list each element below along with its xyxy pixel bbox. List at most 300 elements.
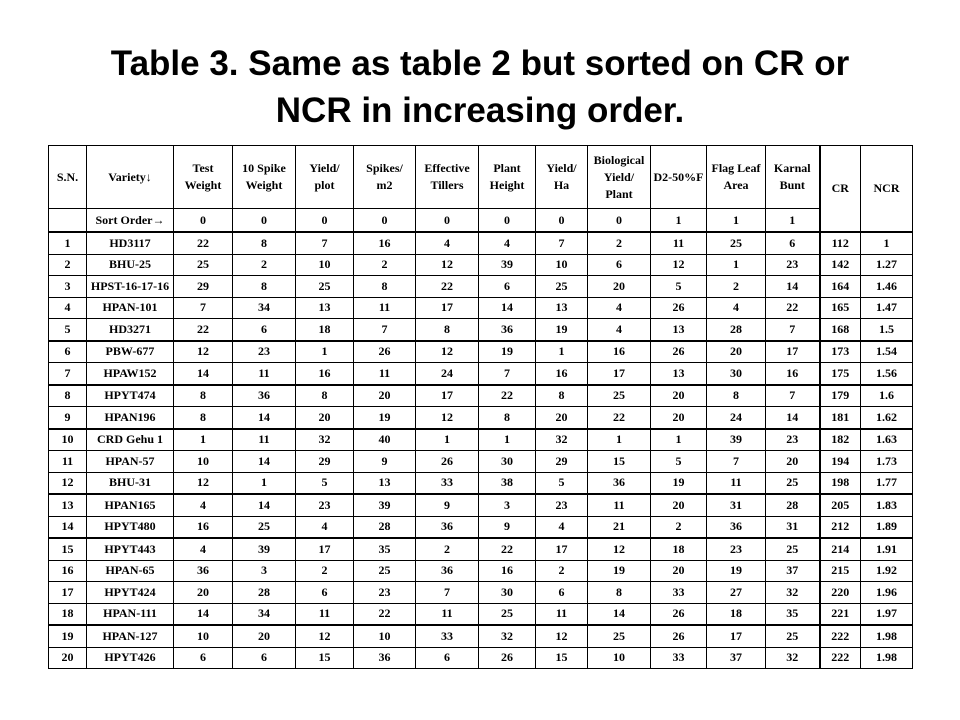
cell-flag-leaf-area: 18: [707, 603, 766, 625]
cell-variety: HPYT424: [87, 582, 174, 604]
cell-flag-leaf-area: 25: [707, 232, 766, 254]
cell-variety: HPYT426: [87, 647, 174, 669]
cell-d2-50f: 12: [651, 254, 707, 276]
cell-cr: 222: [820, 647, 861, 669]
cell-cr: 182: [820, 429, 861, 451]
cell-effective-tillers: 22: [416, 276, 479, 298]
cell-10-spike-weight: 8: [233, 276, 296, 298]
cell-variety: PBW-677: [87, 341, 174, 363]
cell-plant-height: 16: [479, 560, 536, 582]
cell-test-weight: 8: [174, 385, 233, 407]
cell-yield-ha: 20: [536, 407, 588, 429]
cell-biological-yield-plant: 15: [588, 451, 651, 473]
cell-test-weight: 14: [174, 603, 233, 625]
cell-karnal-bunt: 23: [766, 429, 820, 451]
cell-yield-ha: 7: [536, 232, 588, 254]
cell-variety: HPAN-65: [87, 560, 174, 582]
cell-cr: 142: [820, 254, 861, 276]
cell-d2-50f: 19: [651, 472, 707, 494]
cell-sn: 11: [49, 451, 87, 473]
cell-d2-50f: 18: [651, 538, 707, 560]
cell-d2-50f: 26: [651, 603, 707, 625]
cell-flag-leaf-area: 39: [707, 429, 766, 451]
cell-spikes-m2: 7: [354, 319, 416, 341]
cell-10-spike-weight: 14: [233, 494, 296, 516]
cell-spikes-m2: 13: [354, 472, 416, 494]
cell-d2-50f: 13: [651, 363, 707, 385]
cell-plant-height: 3: [479, 494, 536, 516]
cell-flag-leaf-area: 37: [707, 647, 766, 669]
cell-d2-50f: 26: [651, 625, 707, 647]
cell-sn: 17: [49, 582, 87, 604]
cell-10-spike-weight: 8: [233, 232, 296, 254]
cell-d2-50f: 33: [651, 647, 707, 669]
cell-10-spike-weight: 25: [233, 516, 296, 538]
cell-effective-tillers: 17: [416, 297, 479, 319]
cell-flag-leaf-area: 8: [707, 385, 766, 407]
header-yield-plot: Yield/ plot: [296, 146, 354, 209]
cell-flag-leaf-area: 17: [707, 625, 766, 647]
sort-order-cell: 1: [707, 209, 766, 233]
sorted-results-table: [48, 145, 913, 669]
table-row: [49, 516, 913, 538]
header-10-spike-weight: 10 Spike Weight: [233, 146, 296, 209]
table-row: [49, 451, 913, 473]
cell-flag-leaf-area: 4: [707, 297, 766, 319]
cell-spikes-m2: 16: [354, 232, 416, 254]
cell-yield-plot: 1: [296, 341, 354, 363]
cell-yield-ha: 10: [536, 254, 588, 276]
table-row: [49, 582, 913, 604]
cell-biological-yield-plant: 10: [588, 647, 651, 669]
cell-spikes-m2: 35: [354, 538, 416, 560]
cell-biological-yield-plant: 8: [588, 582, 651, 604]
cell-ncr: 1.92: [861, 560, 913, 582]
cell-10-spike-weight: 1: [233, 472, 296, 494]
cell-variety: BHU-31: [87, 472, 174, 494]
cell-yield-ha: 8: [536, 385, 588, 407]
cell-d2-50f: 20: [651, 385, 707, 407]
cell-biological-yield-plant: 14: [588, 603, 651, 625]
cell-yield-plot: 2: [296, 560, 354, 582]
cell-plant-height: 22: [479, 538, 536, 560]
cell-karnal-bunt: 25: [766, 472, 820, 494]
header-flag-leaf-area: Flag Leaf Area: [707, 146, 766, 209]
cell-spikes-m2: 22: [354, 603, 416, 625]
cell-yield-plot: 32: [296, 429, 354, 451]
cell-ncr: 1.89: [861, 516, 913, 538]
cell-spikes-m2: 8: [354, 276, 416, 298]
cell-plant-height: 26: [479, 647, 536, 669]
cell-karnal-bunt: 25: [766, 538, 820, 560]
cell-biological-yield-plant: 6: [588, 254, 651, 276]
cell-effective-tillers: 33: [416, 625, 479, 647]
cell-yield-ha: 4: [536, 516, 588, 538]
table-row: [49, 472, 913, 494]
cell-flag-leaf-area: 23: [707, 538, 766, 560]
cell-yield-plot: 13: [296, 297, 354, 319]
cell-cr: 221: [820, 603, 861, 625]
sort-order-cell: 0: [536, 209, 588, 233]
cell-yield-plot: 4: [296, 516, 354, 538]
cell-ncr: 1.97: [861, 603, 913, 625]
cell-variety: HPAN-127: [87, 625, 174, 647]
cell-d2-50f: 5: [651, 276, 707, 298]
cell-test-weight: 6: [174, 647, 233, 669]
cell-ncr: 1.77: [861, 472, 913, 494]
cell-biological-yield-plant: 36: [588, 472, 651, 494]
cell-yield-ha: 19: [536, 319, 588, 341]
cell-test-weight: 20: [174, 582, 233, 604]
cell-spikes-m2: 19: [354, 407, 416, 429]
cell-variety: HPAN165: [87, 494, 174, 516]
cell-d2-50f: 2: [651, 516, 707, 538]
cell-biological-yield-plant: 4: [588, 319, 651, 341]
cell-effective-tillers: 24: [416, 363, 479, 385]
cell-test-weight: 36: [174, 560, 233, 582]
sort-order-cell: 0: [416, 209, 479, 233]
cell-plant-height: 14: [479, 297, 536, 319]
cell-test-weight: 8: [174, 407, 233, 429]
cell-biological-yield-plant: 17: [588, 363, 651, 385]
sort-order-cell: 0: [479, 209, 536, 233]
cell-cr: 173: [820, 341, 861, 363]
cell-10-spike-weight: 14: [233, 407, 296, 429]
table-row: [49, 341, 913, 363]
cell-karnal-bunt: 14: [766, 407, 820, 429]
cell-variety: HPAN196: [87, 407, 174, 429]
cell-plant-height: 30: [479, 582, 536, 604]
cell-yield-plot: 12: [296, 625, 354, 647]
cell-sn: 2: [49, 254, 87, 276]
cell-plant-height: 36: [479, 319, 536, 341]
cell-yield-plot: 6: [296, 582, 354, 604]
cell-effective-tillers: 7: [416, 582, 479, 604]
cell-cr: 215: [820, 560, 861, 582]
cell-10-spike-weight: 6: [233, 647, 296, 669]
cell-plant-height: 30: [479, 451, 536, 473]
table-row: [49, 232, 913, 254]
cell-yield-plot: 25: [296, 276, 354, 298]
cell-yield-plot: 10: [296, 254, 354, 276]
cell-variety: HPAN-101: [87, 297, 174, 319]
cell-yield-ha: 2: [536, 560, 588, 582]
cell-spikes-m2: 23: [354, 582, 416, 604]
cell-test-weight: 22: [174, 232, 233, 254]
cell-test-weight: 25: [174, 254, 233, 276]
cell-cr: 214: [820, 538, 861, 560]
cell-d2-50f: 11: [651, 232, 707, 254]
header-spikes-m2: Spikes/ m2: [354, 146, 416, 209]
cell-d2-50f: 13: [651, 319, 707, 341]
cell-spikes-m2: 2: [354, 254, 416, 276]
table-row: [49, 385, 913, 407]
sort-order-row: [49, 209, 913, 233]
cell-test-weight: 29: [174, 276, 233, 298]
cell-test-weight: 7: [174, 297, 233, 319]
table-row: [49, 407, 913, 429]
table-row: [49, 319, 913, 341]
cell-karnal-bunt: 17: [766, 341, 820, 363]
cell-d2-50f: 20: [651, 560, 707, 582]
table-row: [49, 603, 913, 625]
title-line-2: NCR in increasing order.: [275, 91, 685, 130]
cell-d2-50f: 20: [651, 407, 707, 429]
cell-plant-height: 19: [479, 341, 536, 363]
cell-biological-yield-plant: 21: [588, 516, 651, 538]
sort-order-cell: 0: [233, 209, 296, 233]
cell-biological-yield-plant: 11: [588, 494, 651, 516]
cell-plant-height: 32: [479, 625, 536, 647]
cell-yield-plot: 18: [296, 319, 354, 341]
cell-karnal-bunt: 32: [766, 582, 820, 604]
cell-cr: 212: [820, 516, 861, 538]
cell-flag-leaf-area: 31: [707, 494, 766, 516]
cell-karnal-bunt: 7: [766, 319, 820, 341]
cell-biological-yield-plant: 1: [588, 429, 651, 451]
cell-plant-height: 7: [479, 363, 536, 385]
header-karnal-bunt: Karnal Bunt: [766, 146, 820, 209]
cell-plant-height: 25: [479, 603, 536, 625]
cell-test-weight: 10: [174, 625, 233, 647]
cell-spikes-m2: 25: [354, 560, 416, 582]
cell-biological-yield-plant: 4: [588, 297, 651, 319]
header-biological-yield-plant: Biological Yield/ Plant: [588, 146, 651, 209]
cell-yield-ha: 13: [536, 297, 588, 319]
cell-10-spike-weight: 3: [233, 560, 296, 582]
cell-karnal-bunt: 14: [766, 276, 820, 298]
cell-flag-leaf-area: 2: [707, 276, 766, 298]
cell-test-weight: 22: [174, 319, 233, 341]
cell-effective-tillers: 6: [416, 647, 479, 669]
cell-test-weight: 4: [174, 538, 233, 560]
cell-karnal-bunt: 35: [766, 603, 820, 625]
cell-sn: 9: [49, 407, 87, 429]
cell-biological-yield-plant: 22: [588, 407, 651, 429]
cell-sn: 15: [49, 538, 87, 560]
cell-variety: HPYT443: [87, 538, 174, 560]
cell-plant-height: 39: [479, 254, 536, 276]
cell-flag-leaf-area: 7: [707, 451, 766, 473]
cell-yield-ha: 16: [536, 363, 588, 385]
cell-karnal-bunt: 37: [766, 560, 820, 582]
cell-spikes-m2: 26: [354, 341, 416, 363]
cell-yield-ha: 6: [536, 582, 588, 604]
cell-test-weight: 14: [174, 363, 233, 385]
cell-test-weight: 10: [174, 451, 233, 473]
cell-karnal-bunt: 6: [766, 232, 820, 254]
cell-sn: 19: [49, 625, 87, 647]
cell-d2-50f: 20: [651, 494, 707, 516]
cell-variety: HPAN-111: [87, 603, 174, 625]
cell-sn: 12: [49, 472, 87, 494]
cell-yield-ha: 12: [536, 625, 588, 647]
cell-yield-plot: 5: [296, 472, 354, 494]
table-row: [49, 560, 913, 582]
cell-plant-height: 1: [479, 429, 536, 451]
cell-effective-tillers: 17: [416, 385, 479, 407]
sort-order-cell: 1: [651, 209, 707, 233]
cell-biological-yield-plant: 19: [588, 560, 651, 582]
cell-yield-ha: 25: [536, 276, 588, 298]
cell-spikes-m2: 11: [354, 363, 416, 385]
cell-karnal-bunt: 25: [766, 625, 820, 647]
cell-karnal-bunt: 32: [766, 647, 820, 669]
cell-flag-leaf-area: 36: [707, 516, 766, 538]
cell-plant-height: 22: [479, 385, 536, 407]
cell-effective-tillers: 2: [416, 538, 479, 560]
slide-title: [0, 40, 960, 134]
cell-effective-tillers: 12: [416, 254, 479, 276]
cell-effective-tillers: 9: [416, 494, 479, 516]
sort-order-cell: 0: [296, 209, 354, 233]
cell-ncr: 1.47: [861, 297, 913, 319]
cell-sn: 20: [49, 647, 87, 669]
cell-effective-tillers: 4: [416, 232, 479, 254]
cell-yield-plot: 29: [296, 451, 354, 473]
cell-ncr: 1.6: [861, 385, 913, 407]
cell-ncr: 1.62: [861, 407, 913, 429]
cell-variety: HPAN-57: [87, 451, 174, 473]
table-row: [49, 625, 913, 647]
cell-effective-tillers: 36: [416, 516, 479, 538]
cell-cr: 164: [820, 276, 861, 298]
cell-effective-tillers: 26: [416, 451, 479, 473]
header-test-weight: Test Weight: [174, 146, 233, 209]
cell-10-spike-weight: 6: [233, 319, 296, 341]
cell-sn: 7: [49, 363, 87, 385]
cell-sn: 14: [49, 516, 87, 538]
cell-karnal-bunt: 16: [766, 363, 820, 385]
table-body: [49, 232, 913, 669]
cell-test-weight: 12: [174, 472, 233, 494]
cell-yield-plot: 8: [296, 385, 354, 407]
cell-plant-height: 4: [479, 232, 536, 254]
cell-sn: 3: [49, 276, 87, 298]
cell-spikes-m2: 36: [354, 647, 416, 669]
cell-yield-plot: 17: [296, 538, 354, 560]
cell-spikes-m2: 39: [354, 494, 416, 516]
cell-variety: HD3117: [87, 232, 174, 254]
sort-order-cell: 0: [174, 209, 233, 233]
cell-plant-height: 6: [479, 276, 536, 298]
cell-cr: 194: [820, 451, 861, 473]
cell-cr: 112: [820, 232, 861, 254]
cell-flag-leaf-area: 27: [707, 582, 766, 604]
cell-biological-yield-plant: 2: [588, 232, 651, 254]
cell-test-weight: 4: [174, 494, 233, 516]
cell-yield-plot: 16: [296, 363, 354, 385]
cell-sn: 1: [49, 232, 87, 254]
cell-variety: HPYT480: [87, 516, 174, 538]
cell-biological-yield-plant: 25: [588, 385, 651, 407]
cell-flag-leaf-area: 20: [707, 341, 766, 363]
cell-cr: 198: [820, 472, 861, 494]
cell-10-spike-weight: 39: [233, 538, 296, 560]
cell-sn: 8: [49, 385, 87, 407]
cell-karnal-bunt: 7: [766, 385, 820, 407]
cell-cr: 168: [820, 319, 861, 341]
cell-biological-yield-plant: 25: [588, 625, 651, 647]
cell-karnal-bunt: 22: [766, 297, 820, 319]
header-sn: S.N.: [49, 146, 87, 209]
sort-order-cell: 0: [354, 209, 416, 233]
cell-effective-tillers: 8: [416, 319, 479, 341]
header-effective-tillers: Effective Tillers: [416, 146, 479, 209]
cell-yield-ha: 23: [536, 494, 588, 516]
cell-sn: 16: [49, 560, 87, 582]
cell-karnal-bunt: 20: [766, 451, 820, 473]
cell-biological-yield-plant: 16: [588, 341, 651, 363]
cell-yield-plot: 7: [296, 232, 354, 254]
cell-ncr: 1.56: [861, 363, 913, 385]
cell-flag-leaf-area: 1: [707, 254, 766, 276]
cell-spikes-m2: 11: [354, 297, 416, 319]
cell-biological-yield-plant: 20: [588, 276, 651, 298]
cell-variety: HPST-16-17-16: [87, 276, 174, 298]
cell-10-spike-weight: 36: [233, 385, 296, 407]
cell-d2-50f: 5: [651, 451, 707, 473]
cell-10-spike-weight: 34: [233, 297, 296, 319]
table-row: [49, 254, 913, 276]
cell-test-weight: 12: [174, 341, 233, 363]
cell-ncr: 1.91: [861, 538, 913, 560]
cell-plant-height: 38: [479, 472, 536, 494]
header-cr: CR: [820, 146, 861, 233]
table-row: [49, 494, 913, 516]
cell-variety: BHU-25: [87, 254, 174, 276]
header-ncr: NCR: [861, 146, 913, 233]
cell-effective-tillers: 11: [416, 603, 479, 625]
cell-sn: 13: [49, 494, 87, 516]
cell-variety: HPYT474: [87, 385, 174, 407]
cell-ncr: 1.27: [861, 254, 913, 276]
cell-ncr: 1.46: [861, 276, 913, 298]
cell-cr: 175: [820, 363, 861, 385]
cell-cr: 179: [820, 385, 861, 407]
cell-variety: HD3271: [87, 319, 174, 341]
cell-spikes-m2: 40: [354, 429, 416, 451]
cell-10-spike-weight: 20: [233, 625, 296, 647]
cell-yield-ha: 5: [536, 472, 588, 494]
cell-effective-tillers: 12: [416, 341, 479, 363]
table-row: [49, 647, 913, 669]
cell-effective-tillers: 33: [416, 472, 479, 494]
cell-sn: 4: [49, 297, 87, 319]
cell-10-spike-weight: 14: [233, 451, 296, 473]
cell-sn: 6: [49, 341, 87, 363]
cell-test-weight: 16: [174, 516, 233, 538]
cell-d2-50f: 33: [651, 582, 707, 604]
table-row: [49, 276, 913, 298]
cell-plant-height: 9: [479, 516, 536, 538]
cell-ncr: 1: [861, 232, 913, 254]
cell-sn: 18: [49, 603, 87, 625]
header-variety: Variety↓: [87, 146, 174, 209]
table-row: [49, 538, 913, 560]
cell-flag-leaf-area: 30: [707, 363, 766, 385]
cell-10-spike-weight: 28: [233, 582, 296, 604]
cell-sn: 5: [49, 319, 87, 341]
cell-yield-ha: 32: [536, 429, 588, 451]
cell-ncr: 1.5: [861, 319, 913, 341]
cell-effective-tillers: 12: [416, 407, 479, 429]
cell-test-weight: 1: [174, 429, 233, 451]
cell-yield-plot: 20: [296, 407, 354, 429]
cell-10-spike-weight: 11: [233, 429, 296, 451]
cell-yield-ha: 1: [536, 341, 588, 363]
sort-order-cell: 0: [588, 209, 651, 233]
